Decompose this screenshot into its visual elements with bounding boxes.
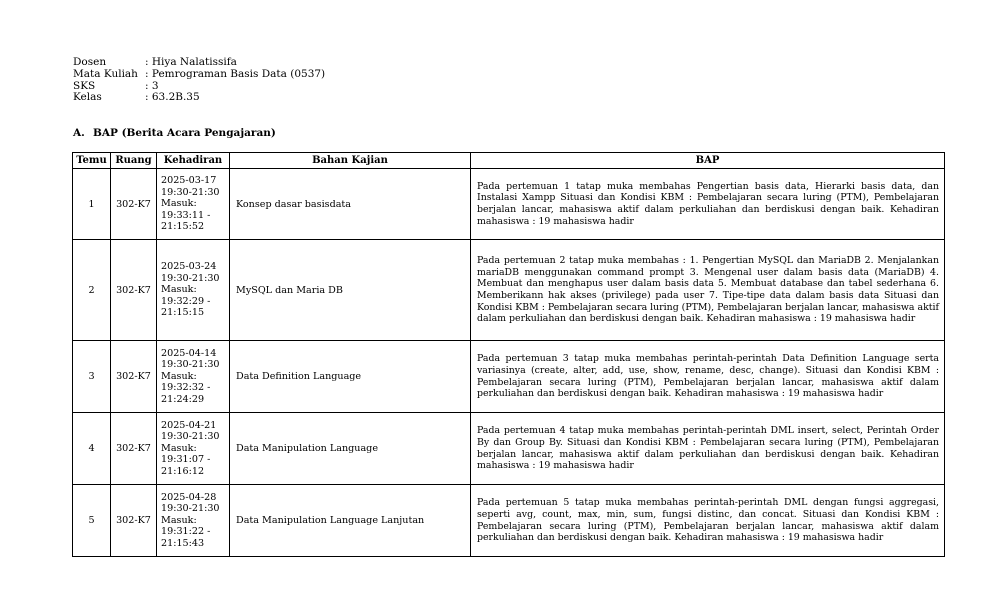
kehadiran-time: 19:30-21:30: [161, 359, 220, 371]
info-key: SKS: [73, 79, 96, 92]
header-bahan-kajian: Bahan Kajian: [230, 153, 471, 169]
bap-table: [72, 152, 945, 557]
cell-bahan-kajian: MySQL dan Maria DB: [230, 240, 471, 341]
cell-ruang: 302-K7: [111, 240, 157, 341]
kehadiran-label: Masuk:: [161, 514, 197, 526]
info-value: : Hiya Nalatissifa: [145, 56, 237, 68]
cell-kehadiran: [157, 341, 230, 413]
header-kehadiran: Kehadiran: [157, 153, 230, 169]
kehadiran-date: 2025-04-21: [161, 419, 217, 431]
kehadiran-in: 19:31:07 -: [161, 454, 211, 466]
kehadiran-date: 2025-04-28: [161, 491, 217, 503]
kehadiran-date: 2025-04-14: [161, 347, 217, 359]
cell-temu: 2: [73, 240, 111, 341]
kehadiran-date: 2025-03-17: [161, 175, 217, 187]
cell-bap: Pada pertemuan 1 tatap muka membahas Pengertian basis data, Hierarki basis data, dan Instalasi Xampp Situasi dan Kondisi KBM : Pembelajaran secara luring (PTM), Pembelajaran berjalan lancar, mahasiswa aktif dalam perkuliahan dan berdiskusi dengan baik. Kehadiran mahasiswa : 19 mahasiswa hadir: [471, 169, 945, 240]
cell-bap: Pada pertemuan 3 tatap muka membahas perintah-perintah Data Definition Language serta variasinya (create, alter, add, use, show, rename, desc, change). Situasi dan Kondisi KBM : Pembelajaran secara luring (PTM), Pembelajaran berjalan lancar, mahasiswa aktif dalam perkuliahan dan berdiskusi dengan baik. Kehadiran mahasiswa : 19 mahasiswa hadir: [471, 341, 945, 413]
kehadiran-in: 19:33:11 -: [161, 209, 211, 221]
table-row: [73, 240, 945, 341]
cell-bap: Pada pertemuan 2 tatap muka membahas : 1. Pengertian MySQL dan MariaDB 2. Menjalankan mariaDB menggunakan command prompt 3. Mengenal user dalam basis data (MariaDB) 4. Membuat dan menghapus user dalam basis data 5. Membuat database dan tabel sederhana 6. Memberikann hak akses (privilege) pada user 7. Tipe-tipe data dalam basis data Situasi dan Kondisi KBM : Pembelajaran secara luring (PTM), Pembelajaran berjalan lancar, mahasiswa aktif dalam perkuliahan dan berdiskusi dengan baik. Kehadiran mahasiswa : 19 mahasiswa hadir: [471, 240, 945, 341]
cell-ruang: 302-K7: [111, 341, 157, 413]
table-row: [73, 485, 945, 557]
cell-temu: 1: [73, 169, 111, 240]
kehadiran-label: Masuk:: [161, 442, 197, 454]
kehadiran-out: 21:15:15: [161, 307, 205, 319]
cell-ruang: 302-K7: [111, 169, 157, 240]
info-value: : 3: [145, 79, 159, 92]
kehadiran-in: 19:31:22 -: [161, 526, 211, 538]
section-heading: [73, 127, 276, 139]
header-bap: BAP: [471, 153, 945, 169]
info-value: : 63.2B.35: [145, 91, 200, 104]
header-ruang: Ruang: [111, 153, 157, 169]
kehadiran-out: 21:24:29: [161, 393, 205, 405]
table-header-row: [73, 153, 945, 169]
section-number: A.: [73, 127, 85, 139]
cell-bahan-kajian: Data Manipulation Language Lanjutan: [230, 485, 471, 557]
cell-temu: 4: [73, 413, 111, 485]
info-key: Dosen: [73, 56, 107, 68]
cell-kehadiran: [157, 240, 230, 341]
header-temu: Temu: [73, 153, 111, 169]
kehadiran-time: 19:30-21:30: [161, 503, 220, 515]
cell-kehadiran: [157, 413, 230, 485]
kehadiran-out: 21:16:12: [161, 465, 205, 477]
cell-ruang: 302-K7: [111, 413, 157, 485]
cell-bahan-kajian: Konsep dasar basisdata: [230, 169, 471, 240]
kehadiran-label: Masuk:: [161, 370, 197, 382]
table-row: [73, 413, 945, 485]
kehadiran-label: Masuk:: [161, 198, 197, 210]
kehadiran-out: 21:15:52: [161, 221, 205, 233]
cell-ruang: 302-K7: [111, 485, 157, 557]
kehadiran-in: 19:32:32 -: [161, 382, 211, 394]
info-row-kelas: [73, 92, 325, 104]
kehadiran-in: 19:32:29 -: [161, 295, 211, 307]
cell-bahan-kajian: Data Manipulation Language: [230, 413, 471, 485]
cell-kehadiran: [157, 169, 230, 240]
table-row: [73, 341, 945, 413]
cell-bap: Pada pertemuan 5 tatap muka membahas perintah-perintah DML dengan fungsi aggregasi, seperti avg, count, max, min, sum, fungsi distinc, dan concat. Situasi dan Kondisi KBM : Pembelajaran secara luring (PTM), Pembelajaran berjalan lancar, mahasiswa aktif dalam perkuliahan dan berdiskusi dengan baik. Kehadiran mahasiswa : 19 mahasiswa hadir: [471, 485, 945, 557]
kehadiran-date: 2025-03-24: [161, 261, 217, 273]
info-row-mata-kuliah: [73, 69, 325, 81]
kehadiran-time: 19:30-21:30: [161, 272, 220, 284]
cell-temu: 3: [73, 341, 111, 413]
course-info: [73, 57, 325, 104]
table-row: [73, 169, 945, 240]
cell-temu: 5: [73, 485, 111, 557]
info-value: : Pemrograman Basis Data (0537): [145, 67, 326, 80]
kehadiran-time: 19:30-21:30: [161, 431, 220, 443]
cell-bap: Pada pertemuan 4 tatap muka membahas perintah-perintah DML insert, select, Perintah Order By dan Group By. Situasi dan Kondisi KBM : Pembelajaran secara luring (PTM), Pembelajaran berjalan lancar, mahasiswa aktif dalam perkuliahan dan berdiskusi dengan baik. Kehadiran mahasiswa : 19 mahasiswa hadir: [471, 413, 945, 485]
kehadiran-out: 21:15:43: [161, 537, 205, 549]
cell-bahan-kajian: Data Definition Language: [230, 341, 471, 413]
kehadiran-label: Masuk:: [161, 284, 197, 296]
section-title: BAP (Berita Acara Pengajaran): [93, 127, 276, 139]
info-key: Mata Kuliah: [73, 67, 138, 80]
cell-kehadiran: [157, 485, 230, 557]
info-key: Kelas: [73, 91, 102, 104]
kehadiran-time: 19:30-21:30: [161, 186, 220, 198]
